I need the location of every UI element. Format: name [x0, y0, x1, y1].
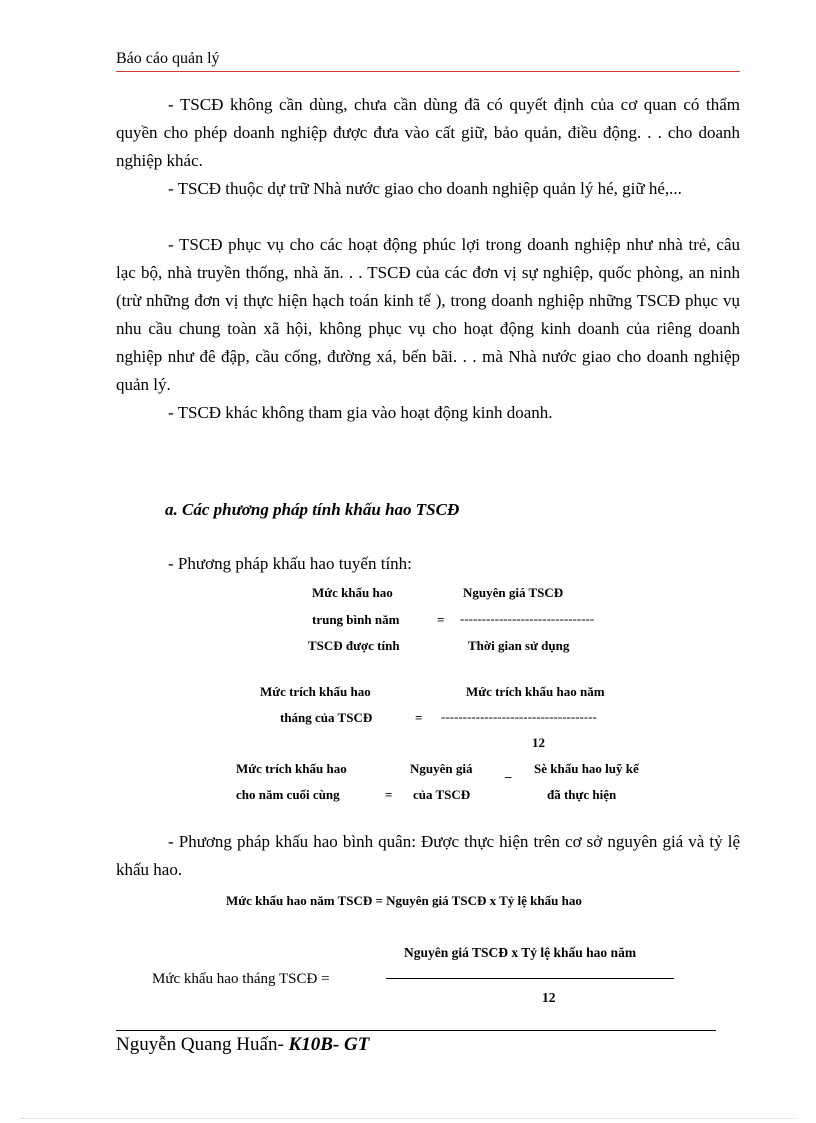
page-header-title: Báo cáo quản lý [116, 50, 220, 67]
f1-numerator: Nguyên giá TSCĐ [463, 585, 564, 600]
f1-denominator: Thời gian sử dụng [468, 638, 570, 653]
f4-formula: Mức khấu hao năm TSCĐ = Nguyên giá TSCĐ x Tỷ lệ khấu hao [226, 893, 582, 908]
f1-lhs-line3: TSCĐ được tính [308, 638, 400, 653]
f2-dashes: ------------------------------------ [441, 709, 597, 724]
header-rule [116, 71, 740, 72]
paragraph-1: - TSCĐ không cần dùng, chưa cần dùng đã có quyết định của cơ quan có thẩm quyền cho phép doanh nghiệp được đưa vào cất giữ, bảo quản, điều động. . . cho doanh nghiệp khác. [116, 95, 740, 170]
f3-minus: _ [505, 764, 512, 779]
footer-author: Nguyễn Quang Huấn [116, 1034, 278, 1055]
linear-method-intro: - Phương pháp khấu hao tuyến tính: [168, 554, 412, 573]
f1-dashes: ------------------------------- [460, 611, 595, 626]
f5-fraction-bar [386, 978, 674, 979]
f5-numerator: Nguyên giá TSCĐ x Tỷ lệ khấu hao năm [404, 945, 637, 960]
paragraph-4: - TSCĐ khác không tham gia vào hoạt động kinh doanh. [168, 403, 553, 422]
footer-rule [116, 1030, 716, 1031]
f5-denominator: 12 [542, 990, 556, 1005]
page-footer [116, 1034, 369, 1056]
f3-equals: = [385, 787, 393, 802]
f3-term-a-line1: Nguyên giá [410, 761, 473, 776]
footer-class: K10B- GT [288, 1034, 370, 1055]
paragraph-2: - TSCĐ thuộc dự trữ Nhà nước giao cho doanh nghiệp quản lý hé, giữ hé,... [168, 179, 682, 198]
f3-term-b-line2: đã thực hiện [547, 787, 617, 802]
f3-term-b-line1: Sè khấu hao luỹ kế [534, 761, 639, 776]
f5-lhs: Mức khấu hao tháng TSCĐ = [152, 971, 330, 987]
f1-lhs-line2: trung bình năm [312, 612, 400, 627]
average-method-intro: - Phương pháp khấu hao bình quân: Được thực hiện trên cơ sở nguyên giá và tỷ lệ khấu hao. [116, 832, 740, 879]
page-bottom-edge [20, 1118, 796, 1119]
f1-equals: = [437, 612, 445, 627]
f2-denominator: 12 [532, 735, 545, 750]
f2-equals: = [415, 710, 423, 725]
f1-lhs-line1: Mức khấu hao [312, 585, 393, 600]
f2-lhs-line1: Mức trích khấu hao [260, 684, 371, 699]
f3-lhs-line1: Mức trích khấu hao [236, 761, 347, 776]
section-heading: a. Các phương pháp tính khấu hao TSCĐ [165, 500, 460, 519]
f2-lhs-line2: tháng của TSCĐ [280, 710, 373, 725]
footer-separator: - [277, 1034, 289, 1055]
f3-lhs-line2: cho năm cuối cùng [236, 787, 340, 802]
f2-numerator: Mức trích khấu hao năm [466, 684, 605, 699]
paragraph-3: - TSCĐ phục vụ cho các hoạt động phúc lợi trong doanh nghiệp như nhà trẻ, câu lạc bộ, nhà truyền thống, nhà ăn. . . TSCĐ của các đơn vị sự nghiệp, quốc phòng, an ninh (trừ những đơn vị thực hiện hạch toán kinh tế ), trong doanh nghiệp những TSCĐ phục vụ nhu cầu chung toàn xã hội, không phục vụ cho hoạt động kinh doanh của riêng doanh nghiệp như đê đập, cầu cống, đường xá, bến bãi. . . mà Nhà nước giao cho doanh nghiệp quản lý. [116, 235, 740, 394]
f3-term-a-line2: của TSCĐ [413, 787, 471, 802]
